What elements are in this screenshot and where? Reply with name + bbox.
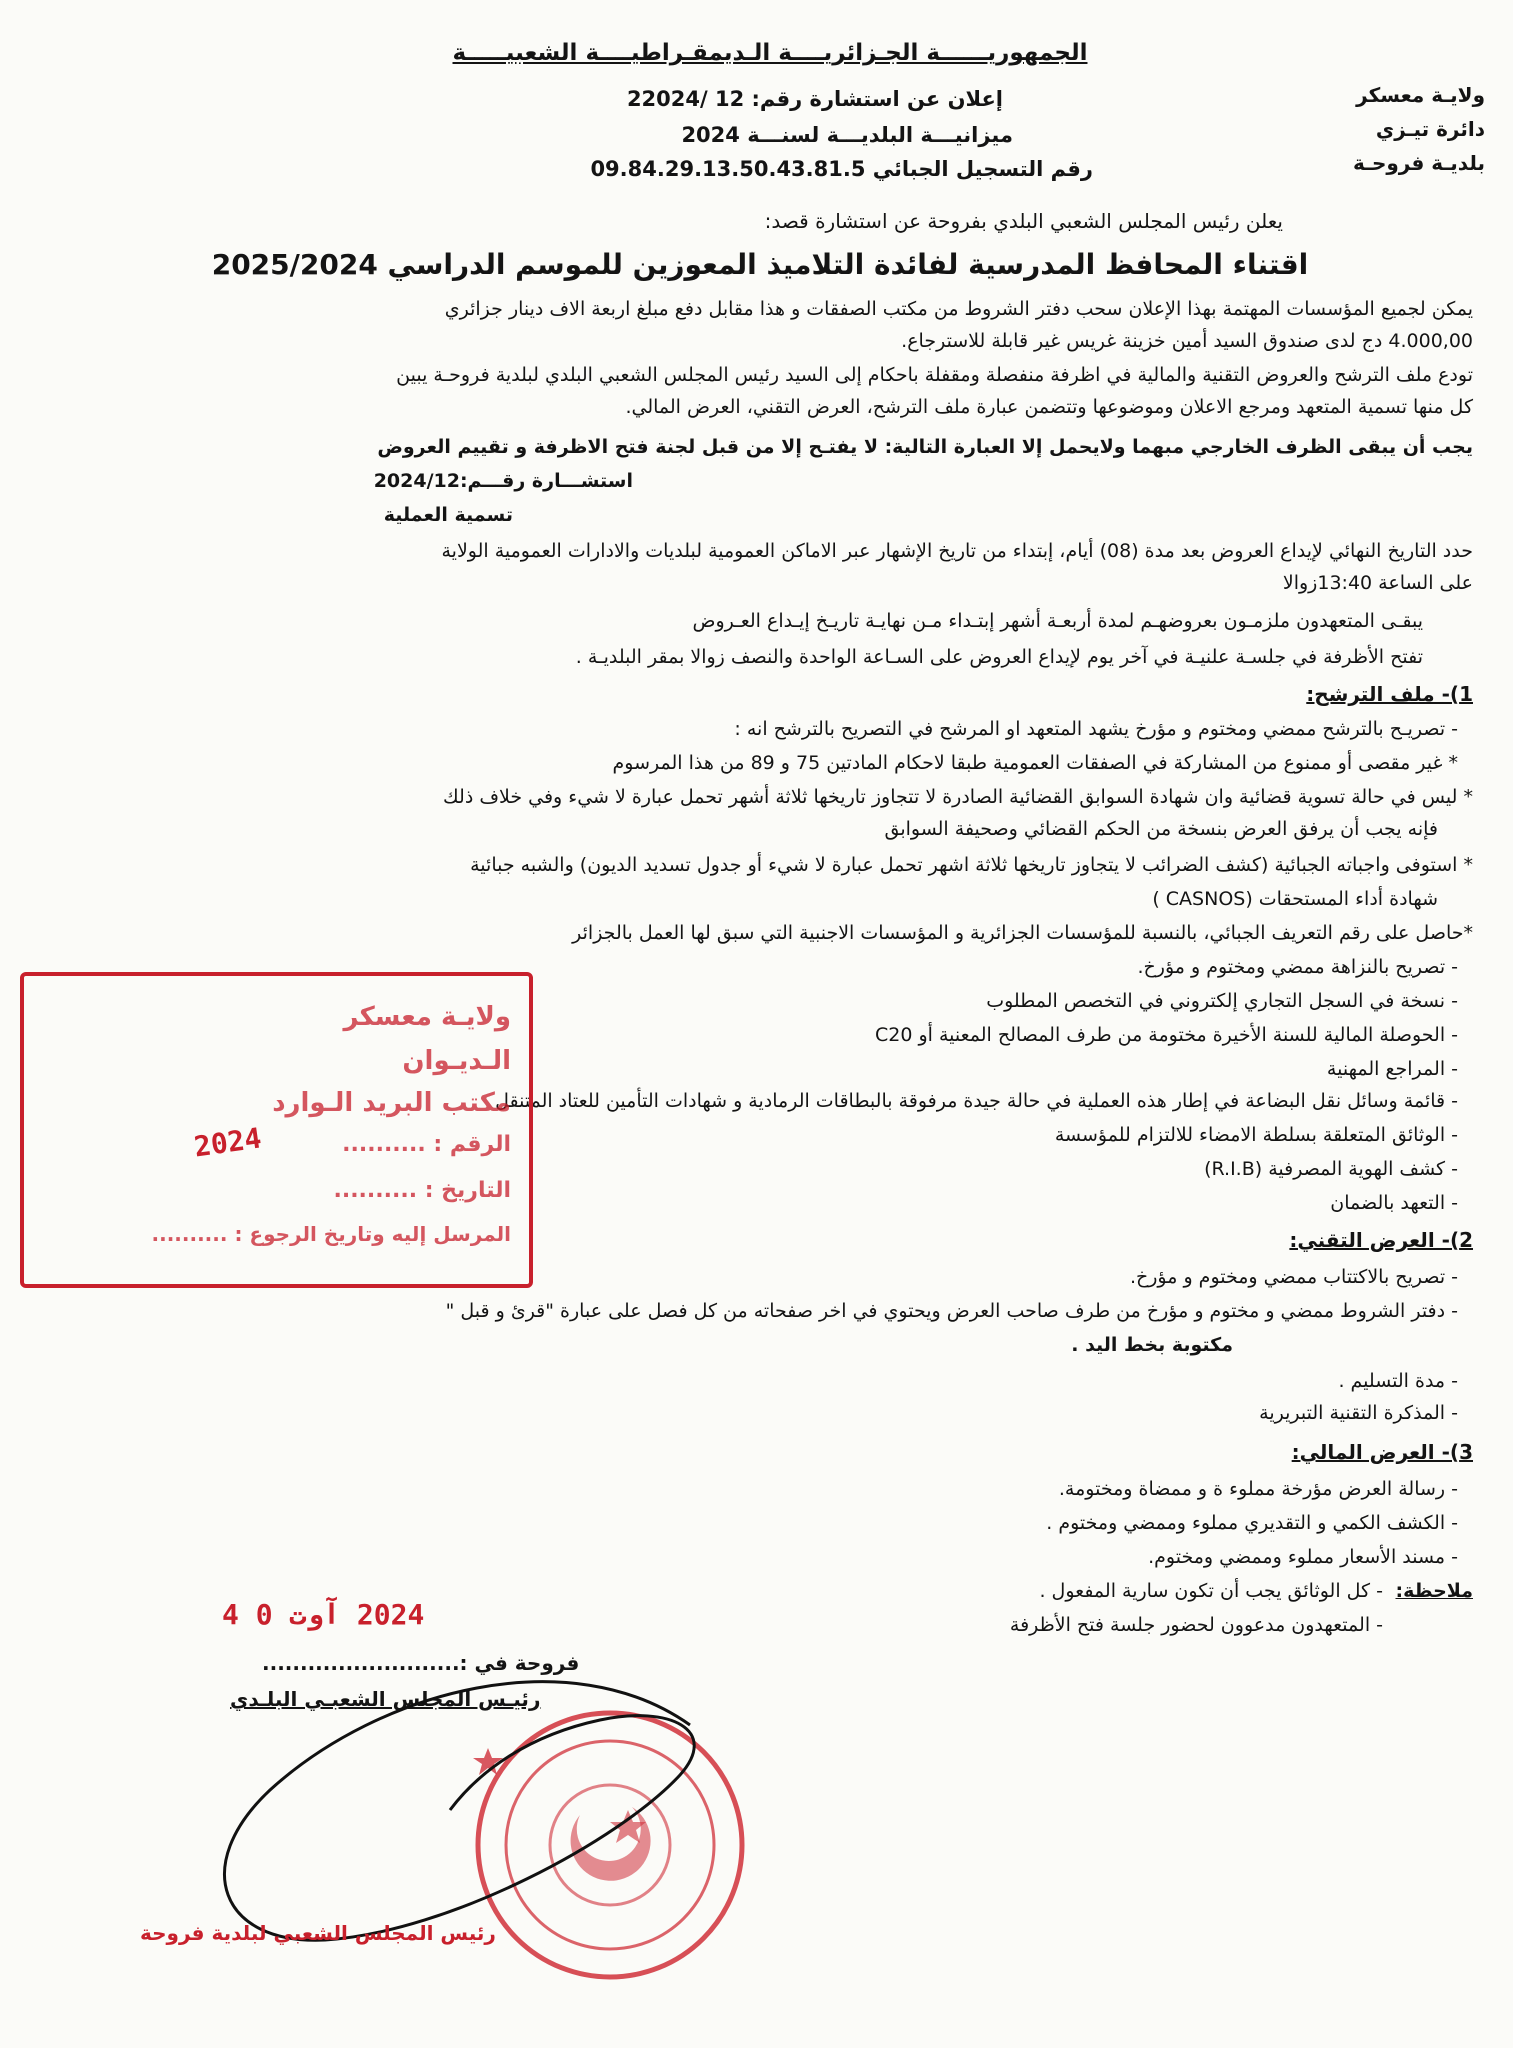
operation-name-label: تسمية العملية bbox=[383, 504, 513, 526]
section-3-title: 3)- العرض المالي: bbox=[1291, 1440, 1473, 1464]
list-item: - الحوصلة المالية للسنة الأخيرة مختومة من طرف المصالح المعنية أو C20 bbox=[874, 1024, 1458, 1046]
list-item: - رسالة العرض مؤرخة مملوء ة و ممضاة ومختومة. bbox=[1058, 1478, 1458, 1500]
notes-label: ملاحظة: bbox=[1395, 1580, 1473, 1602]
list-item: - قائمة وسائل نقل البضاعة في إطار هذه العملية في حالة جيدة مرفوقة بالبطاقات الرمادية و شهادات التأمين للعتاد المتنقل bbox=[495, 1090, 1458, 1112]
signature-scribble bbox=[225, 1682, 695, 1941]
list-item: - نسخة في السجل التجاري إلكتروني في التخصص المطلوب bbox=[986, 990, 1458, 1012]
paragraph-2-line-2: كل منها تسمية المتعهد ومرجع الاعلان وموضوعها وتتضمن عبارة ملف الترشح، العرض التقني، العرض المالي. bbox=[625, 396, 1473, 418]
paragraph-4-line-1: حدد التاريخ النهائي لإيداع العروض بعد مدة (08) أيام، إبتداء من تاريخ الإشهار عبر الاماكن العمومية لبلديات والادارات العمومية الولاية bbox=[441, 540, 1473, 562]
place-date: فروحة في :.......................... bbox=[262, 1651, 580, 1675]
paragraph-1-line-1: يمكن لجميع المؤسسات المهتمة بهذا الإعلان سحب دفتر الشروط من مكتب الصفقات و هذا مقابل دفع مبلغ اربعة الاف دينار جزائري bbox=[444, 298, 1473, 320]
paragraph-2-line-1: تودع ملف الترشح والعروض التقنية والمالية في اظرفة منفصلة ومقفلة باحكام إلى السيد رئيس المجلس الشعبي البلدي لبلدية فروحـة يبين bbox=[396, 364, 1473, 386]
list-item: * غير مقصى أو ممنوع من المشاركة في الصفقات العمومية طبقا لاحكام المادتين 75 و 89 من هذا المرسوم bbox=[612, 752, 1458, 774]
authority-block bbox=[1245, 78, 1485, 180]
section-1-intro: - تصريـح بالترشح ممضي ومختوم و مؤرخ يشهد المتعهد او المرشح في التصريح بالترشح انه : bbox=[734, 718, 1458, 740]
list-item: شهادة أداء المستحقات (CASNOS ) bbox=[1152, 888, 1438, 910]
note-item: - المتعهدون مدعوون لحضور جلسة فتح الأظرفة bbox=[1009, 1614, 1383, 1636]
intro-text: يعلن رئيس المجلس الشعبي البلدي بفروحة عن استشارة قصد: bbox=[764, 209, 1283, 233]
section-1-title: 1)- ملف الترشح: bbox=[1306, 682, 1473, 706]
stamped-date: 2024 آوت 0 4 bbox=[222, 1598, 425, 1631]
list-item: - دفتر الشروط ممضي و مختوم و مؤرخ من طرف صاحب العرض ويحتوي في اخر صفحاته من كل فصل على عبارة "قرئ و قبل " bbox=[445, 1300, 1458, 1322]
commune-name: بلديـة فروحـة bbox=[1352, 151, 1485, 175]
paragraph-4-line-2: على الساعة 13:40زوالا bbox=[1282, 572, 1473, 594]
handwritten-signatory: رئيس المجلس الشعبي لبلدية فروحة bbox=[140, 1921, 496, 1945]
list-item: - تصريح بالنزاهة ممضي ومختوم و مؤرخ. bbox=[1137, 956, 1458, 978]
list-item: - الوثائق المتعلقة بسلطة الامضاء للالتزام للمؤسسة bbox=[1054, 1124, 1458, 1146]
arrival-stamp bbox=[20, 972, 533, 1288]
consultation-ref: استشـــارة رقـــم:2024/12 bbox=[373, 470, 633, 492]
list-item: فإنه يجب أن يرفق العرض بنسخة من الحكم القضائي وصحيفة السوابق bbox=[884, 818, 1438, 840]
stamp-line-recipient: المرسل إليه وتاريخ الرجوع : .......... bbox=[151, 1222, 511, 1246]
list-item: - المراجع المهنية bbox=[1326, 1058, 1458, 1080]
budget-year: ميزانيـــة البلديـــة لسنـــة 2024 bbox=[681, 123, 1013, 147]
list-item: - المذكرة التقنية التبريرية bbox=[1259, 1402, 1458, 1424]
paragraph-3-line-1: يجب أن يبقى الظرف الخارجي مبهما ولايحمل إلا العبارة التالية: لا يفتـح إلا من قبل لجنة فتح الاظرفة و تقييم العروض bbox=[377, 436, 1473, 458]
stamp-line-province: ولايـة معسكر bbox=[343, 1002, 511, 1032]
list-item: - كشف الهوية المصرفية (R.I.B) bbox=[1204, 1158, 1458, 1180]
list-item: - تصريح بالاكتتاب ممضي ومختوم و مؤرخ. bbox=[1129, 1266, 1458, 1288]
stamp-line-date: التاريخ : .......... bbox=[333, 1178, 511, 1203]
paragraph-5: يبقـى المتعهدون ملزمـون بعروضهـم لمدة أربعـة أشهر إبتـداء مـن نهايـة تاريـخ إيـداع العـروض bbox=[692, 610, 1423, 632]
tax-id: رقم التسجيل الجبائي 09.84.29.13.50.43.81.5 bbox=[590, 157, 1093, 181]
note-item: - كل الوثائق يجب أن تكون سارية المفعول . bbox=[1039, 1580, 1383, 1602]
list-item: - التعهد بالضمان bbox=[1330, 1192, 1458, 1214]
stamp-line-mail: مكتب البريد الـوارد bbox=[272, 1088, 511, 1118]
stamp-line-office: الـديـوان bbox=[402, 1046, 511, 1076]
document-title: اقتناء المحافظ المدرسية لفائدة التلاميذ المعوزين للموسم الدراسي 2025/2024 bbox=[211, 248, 1309, 281]
list-item: * ليس في حالة تسوية قضائية وان شهادة السوابق القضائية الصادرة لا تتجاوز تاريخها ثلاثة أشهر تحمل عبارة لا شيء وفي خلاف ذلك bbox=[443, 786, 1473, 808]
province-name: ولايـة معسكر bbox=[1356, 83, 1485, 107]
stamp-year: 2024 bbox=[192, 1121, 264, 1164]
consultation-number: إعلان عن استشارة رقم: 12 /22024 bbox=[626, 87, 1003, 111]
official-seal-and-signature bbox=[150, 1600, 770, 2040]
list-item: - مسند الأسعار مملوء وممضي ومختوم. bbox=[1148, 1546, 1458, 1568]
list-item: - مدة التسليم . bbox=[1338, 1370, 1458, 1392]
stamp-line-number: الرقم : .......... bbox=[342, 1132, 511, 1157]
section-2-title: 2)- العرض التقني: bbox=[1289, 1228, 1473, 1252]
signatory-title: رئيـس المجلس الشعبـي البلـدي bbox=[230, 1687, 541, 1711]
list-item: مكتوبة بخط اليد . bbox=[1071, 1334, 1233, 1356]
list-item: - الكشف الكمي و التقديري مملوء وممضي ومختوم . bbox=[1046, 1512, 1458, 1534]
list-item: *حاصل على رقم التعريف الجبائي، بالنسبة للمؤسسات الجزائرية و المؤسسات الاجنبية التي سبق لها العمل بالجزائر bbox=[572, 922, 1473, 944]
paragraph-6: تفتح الأظرفة في جلسـة علنيـة في آخر يوم لإيداع العروض على السـاعة الواحدة والنصف زوالا بمقر البلديـة . bbox=[575, 646, 1423, 668]
list-item: * استوفى واجباته الجبائية (كشف الضرائب لا يتجاوز تاريخها ثلاثة اشهر تحمل عبارة لا شيء أو جدول تسديد الديون) والشبه جبائية bbox=[470, 854, 1473, 876]
paragraph-1-line-2: 4.000,00 دج لدى صندوق السيد أمين خزينة غريس غير قابلة للاسترجاع. bbox=[901, 330, 1473, 352]
daira-name: دائرة تيـزي bbox=[1375, 117, 1485, 141]
republic-heading: الجمهوريــــــة الجـزائريــــة الـديمقـراطيــــة الشعبيـــــة bbox=[452, 40, 1088, 66]
